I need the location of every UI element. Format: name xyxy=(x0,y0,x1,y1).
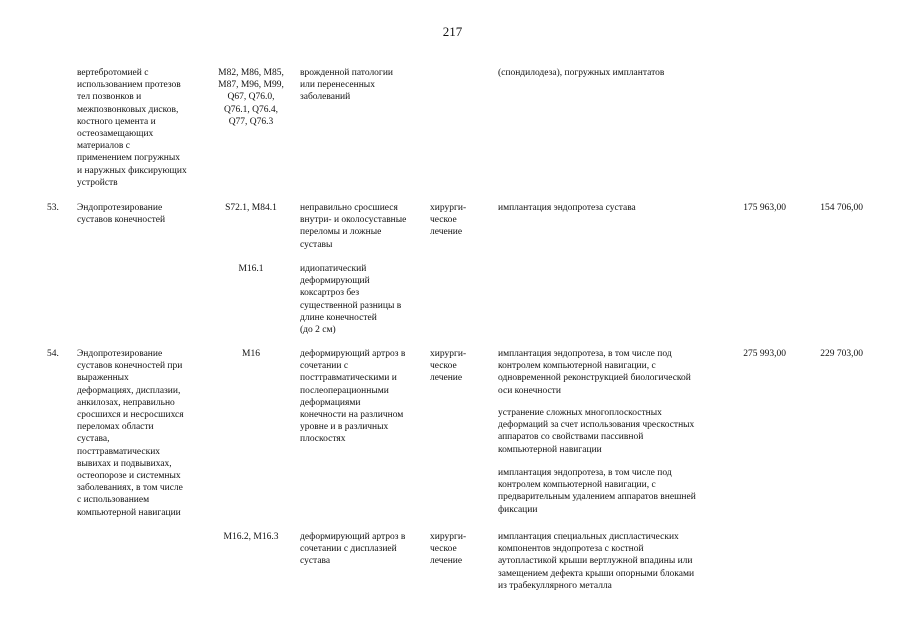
row-54-model-a: деформирующий артроз в сочетании с посттравматическими и послеоперационными деформациями конечности на различном уровне и в различных плоскостях xyxy=(300,349,406,445)
page-number: 217 xyxy=(442,24,463,39)
row-54-type-b: хирурги- ческое лечение xyxy=(430,532,467,567)
row-54-number: 54. xyxy=(47,349,59,359)
row-53-model-a: неправильно сросшиеся внутри- и околосуставные переломы и ложные суставы xyxy=(300,203,407,250)
row-54-method-1: имплантация эндопротеза, в том числе под контролем компьютерной навигации, с одновременной реконструкцией биологической оси конечности xyxy=(498,349,691,396)
row-54-norm-2: 229 703,00 xyxy=(820,349,863,359)
row-54-codes-a: M16 xyxy=(242,349,260,359)
row-53-name: Эндопротезирование суставов конечностей xyxy=(77,203,166,226)
row-54-name: Эндопротезирование суставов конечностей при выраженных деформациях, дисплазии, анкилозах, неправильно сросшихся и несросшихся переломах области сустава, посттравматических вывихах и подвывихах, остеопорозе и системных заболеваниях, в том числе с использованием компьютерной навигации xyxy=(77,349,184,518)
row-54-norm-1: 275 993,00 xyxy=(743,349,786,359)
row-53-codes-a: S72.1, M84.1 xyxy=(225,203,277,213)
row-53-codes-b: M16.1 xyxy=(238,264,264,274)
row-54-codes-b: M16.2, M16.3 xyxy=(223,532,279,542)
row-54-model-b: деформирующий артроз в сочетании с дисплазией сустава xyxy=(300,532,406,567)
row-53-model-b: идиопатический деформирующий коксартроз без существенной разницы в длине конечностей (до 2 см) xyxy=(300,264,402,336)
row-53-number: 53. xyxy=(47,203,59,213)
row-53-type: хирурги- ческое лечение xyxy=(430,203,467,238)
row-54-method-3: имплантация эндопротеза, в том числе под контролем компьютерной навигации, с предварительным удалением аппаратов внешней фиксации xyxy=(498,468,696,515)
continuation-name: вертебротомией с использованием протезов тел позвонков и межпозвонковых дисков, костного цемента и остеозамещающих материалов с применением погружных и наружных фиксирующих устройств xyxy=(77,68,187,188)
continuation-codes: M82, M86, M85, M87, M96, M99, Q67, Q76.0, Q76.1, Q76.4, Q77, Q76.3 xyxy=(218,68,284,127)
row-54-method-4: имплантация специальных диспластических компонентов эндопротеза с костной аутопластикой крыши вертлужной впадины или замещением дефекта крыши опорными блоками из трабекуллярного металла xyxy=(498,532,695,591)
row-54-type-a: хирурги- ческое лечение xyxy=(430,349,467,384)
continuation-method: (спондилодеза), погружных имплантатов xyxy=(498,68,665,78)
row-54-method-2: устранение сложных многоплоскостных деформаций за счет использования чрескостных аппаратов со свойствами пассивной компьютерной навигации xyxy=(498,408,695,455)
continuation-model: врожденной патологии или перенесенных заболеваний xyxy=(300,68,394,103)
row-53-norm-1: 175 963,00 xyxy=(743,203,786,213)
row-53-norm-2: 154 706,00 xyxy=(820,203,863,213)
row-53-method: имплантация эндопротеза сустава xyxy=(498,203,636,213)
